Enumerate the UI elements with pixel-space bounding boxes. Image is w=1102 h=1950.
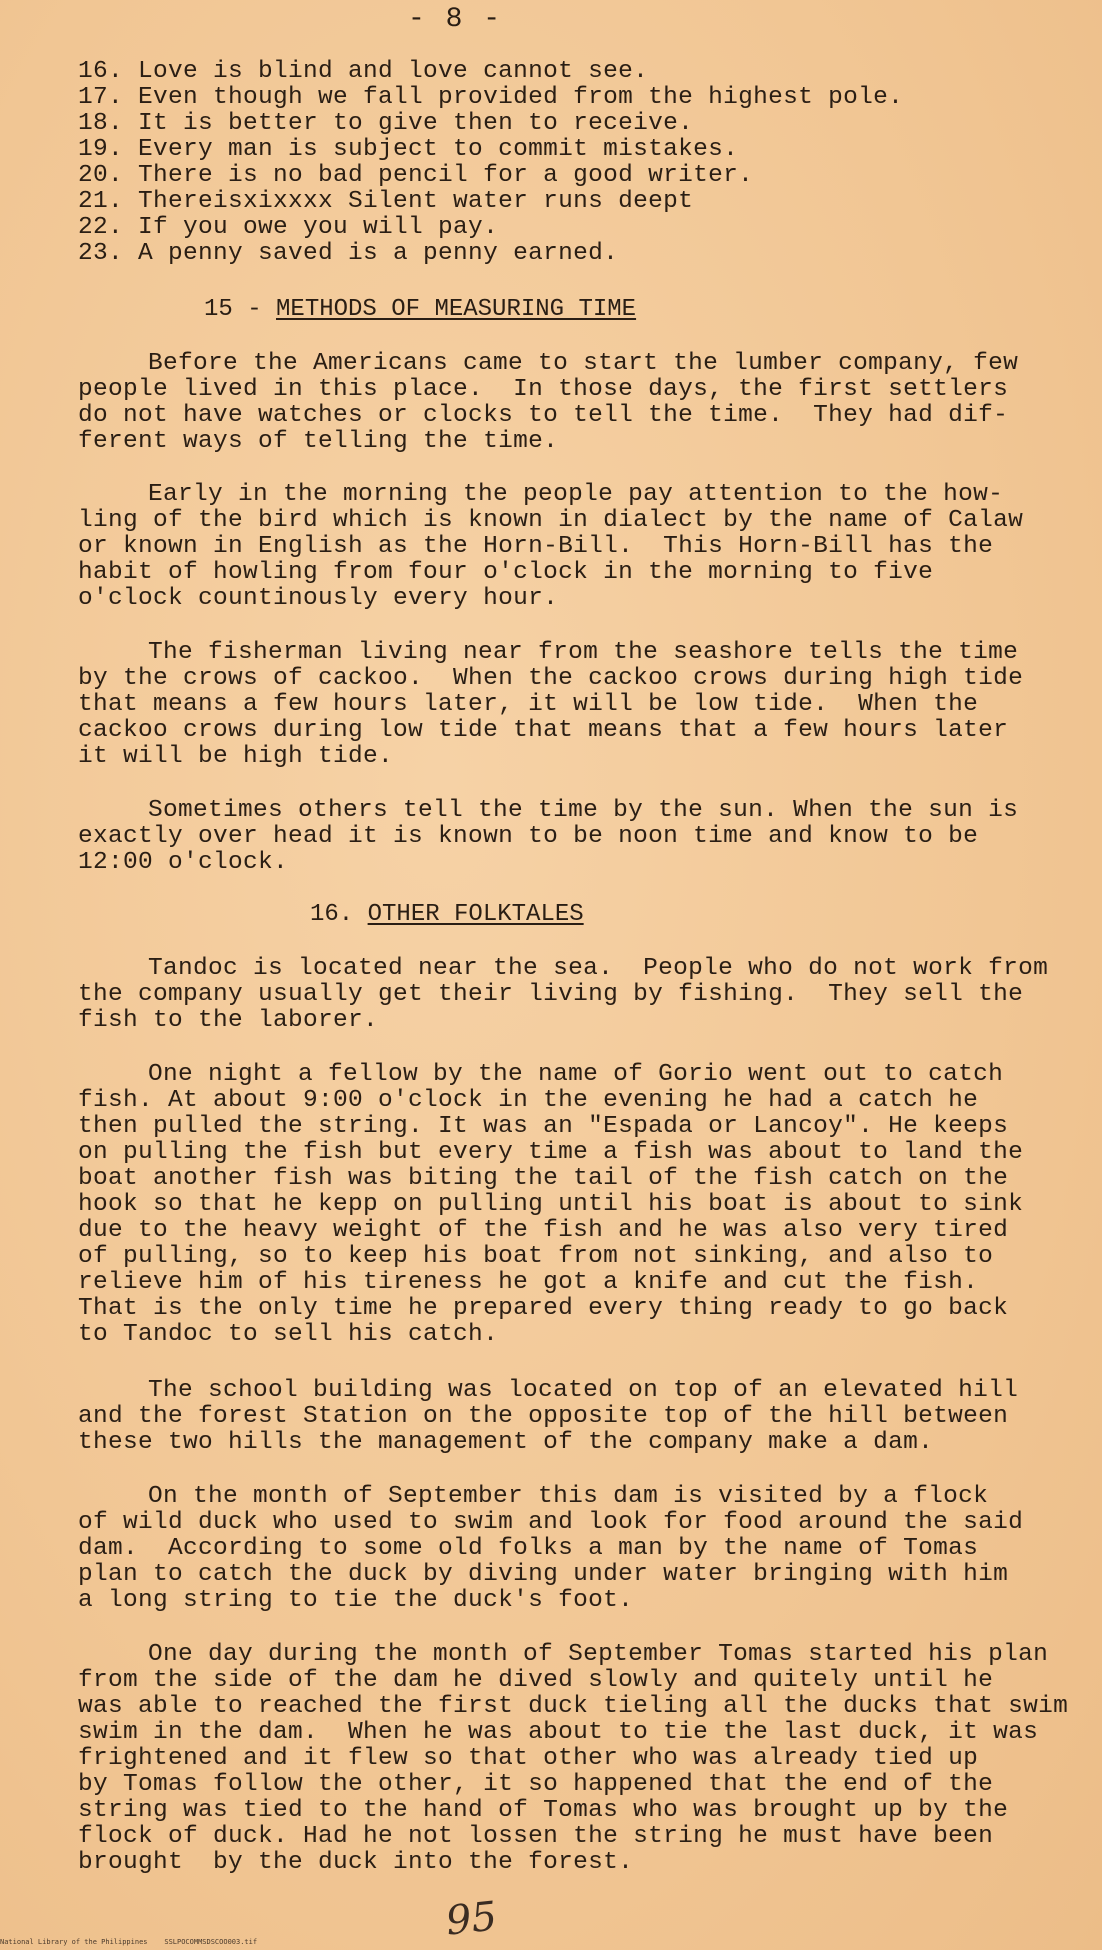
list-item: 20. There is no bad pencil for a good writer. xyxy=(78,162,754,189)
text-line: and the forest Station on the opposite top of the hill between xyxy=(78,1403,1009,1430)
text-line: One night a fellow by the name of Gorio went out to catch xyxy=(148,1061,1004,1088)
text-line: of pulling, so to keep his boat from not sinking, and also to xyxy=(78,1243,994,1270)
text-line: Before the Americans came to start the lumber company, few xyxy=(148,350,1019,377)
text-line: One day during the month of September Tomas started his plan xyxy=(148,1641,1049,1668)
list-item: 22. If you owe you will pay. xyxy=(78,214,499,241)
text-line: Early in the morning the people pay attention to the how- xyxy=(148,481,1004,508)
text-line: these two hills the management of the company make a dam. xyxy=(78,1429,934,1456)
text-line: or known in English as the Horn-Bill. This Horn-Bill has the xyxy=(78,533,994,560)
text-line: due to the heavy weight of the fish and he was also very tired xyxy=(78,1217,1009,1244)
text-line: fish to the laborer. xyxy=(78,1007,379,1034)
text-line: The fisherman living near from the seashore tells the time xyxy=(148,639,1019,666)
list-item: 18. It is better to give then to receive. xyxy=(78,110,694,137)
text-line: by Tomas follow the other, it so happened that the end of the xyxy=(78,1771,994,1798)
list-item: 23. A penny saved is a penny earned. xyxy=(78,240,619,267)
text-line: people lived in this place. In those days, the first settlers xyxy=(78,376,1009,403)
text-line: string was tied to the hand of Tomas who was brought up by the xyxy=(78,1797,1009,1824)
text-line: habit of howling from four o'clock in the morning to five xyxy=(78,559,934,586)
text-line: The school building was located on top of an elevated hill xyxy=(148,1377,1019,1404)
text-line: cackoo crows during low tide that means that a few hours later xyxy=(78,717,1009,744)
text-line: that means a few hours later, it will be low tide. When the xyxy=(78,691,979,718)
text-line: 12:00 o'clock. xyxy=(78,849,289,876)
section-heading xyxy=(310,902,584,928)
section-number: 16. xyxy=(310,901,368,928)
text-line: fish. At about 9:00 o'clock in the evening he had a catch he xyxy=(78,1087,979,1114)
text-line: of wild duck who used to swim and look for food around the said xyxy=(78,1509,1024,1536)
text-line: was able to reached the first duck tieling all the ducks that swim xyxy=(78,1693,1069,1720)
section-heading xyxy=(204,297,636,323)
text-line: boat another fish was biting the tail of the fish catch on the xyxy=(78,1165,1009,1192)
text-line: exactly over head it is known to be noon time and know to be xyxy=(78,823,979,850)
list-item: 16. Love is blind and love cannot see. xyxy=(78,58,649,85)
text-line: On the month of September this dam is visited by a flock xyxy=(148,1483,989,1510)
text-line: That is the only time he prepared every thing ready to go back xyxy=(78,1295,1009,1322)
text-line: from the side of the dam he dived slowly and quitely until he xyxy=(78,1667,994,1694)
text-line: Tandoc is located near the sea. People who do not work from xyxy=(148,955,1049,982)
text-line: hook so that he kepp on pulling until his boat is about to sink xyxy=(78,1191,1024,1218)
text-line: frightened and it flew so that other who was already tied up xyxy=(78,1745,979,1772)
list-item: 19. Every man is subject to commit mistakes. xyxy=(78,136,739,163)
text-line: ling of the bird which is known in dialect by the name of Calaw xyxy=(78,507,1024,534)
list-item: 17. Even though we fall provided from the highest pole. xyxy=(78,84,904,111)
text-line: plan to catch the duck by diving under water bringing with him xyxy=(78,1561,1009,1588)
text-line: relieve him of his tireness he got a knife and cut the fish. xyxy=(78,1269,979,1296)
text-line: Sometimes others tell the time by the sun. When the sun is xyxy=(148,797,1019,824)
handwritten-mark: 95 xyxy=(443,1893,500,1945)
section-title: OTHER FOLKTALES xyxy=(367,901,584,928)
page-number: - 8 - xyxy=(408,4,503,35)
text-line: by the crows of cackoo. When the cackoo crows during high tide xyxy=(78,665,1024,692)
section-title: METHODS OF MEASURING TIME xyxy=(276,296,637,323)
text-line: a long string to tie the duck's foot. xyxy=(78,1587,634,1614)
text-line: ferent ways of telling the time. xyxy=(78,428,559,455)
text-line: then pulled the string. It was an "Espada or Lancoy". He keeps xyxy=(78,1113,1009,1140)
text-line: the company usually get their living by fishing. They sell the xyxy=(78,981,1024,1008)
text-line: brought by the duck into the forest. xyxy=(78,1849,634,1876)
text-line: swim in the dam. When he was about to tie the last duck, it was xyxy=(78,1719,1039,1746)
section-number: 15 - xyxy=(204,296,277,323)
text-line: flock of duck. Had he not lossen the string he must have been xyxy=(78,1823,994,1850)
text-line: dam. According to some old folks a man by the name of Tomas xyxy=(78,1535,979,1562)
text-line: to Tandoc to sell his catch. xyxy=(78,1321,499,1348)
text-line: o'clock countinously every hour. xyxy=(78,585,559,612)
scan-footer: National Library of the Philippines SSLPOCOMMSDSCOO003.tif xyxy=(0,1938,258,1946)
list-item: 21. Thereisxixxxx Silent water runs deept xyxy=(78,188,694,215)
text-line: it will be high tide. xyxy=(78,743,394,770)
text-line: on pulling the fish but every time a fish was about to land the xyxy=(78,1139,1024,1166)
text-line: do not have watches or clocks to tell the time. They had dif- xyxy=(78,402,1009,429)
